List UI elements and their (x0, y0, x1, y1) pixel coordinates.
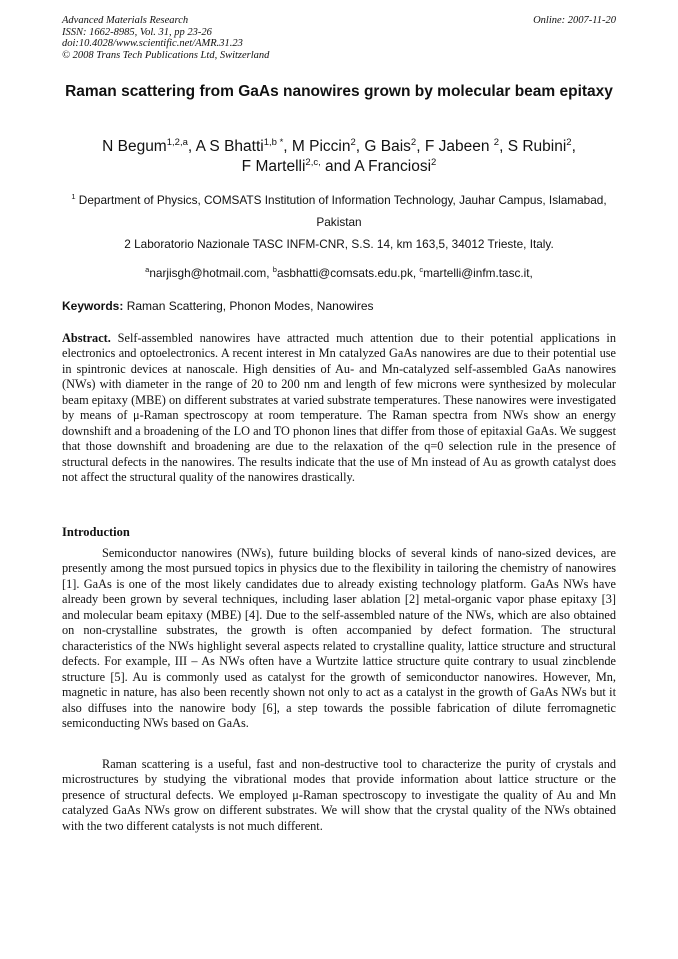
author-emails: $^a$narjisgh@hotmail.com, $^b$asbhatti@comsats.edu.pk, $^c$martelli@infm.tasc.it, (145, 265, 533, 280)
paper-title: Raman scattering from GaAs nanowires grown by molecular beam epitaxy (65, 83, 613, 100)
abstract-label: Abstract. (62, 331, 111, 345)
author: A Franciosi$^2$ (354, 156, 437, 175)
journal-name: Advanced Materials Research (62, 15, 189, 26)
author: A S Bhatti$^{1,b *}$ (195, 136, 284, 155)
author: F Jabeen $^2$ (424, 136, 500, 155)
author: F Martelli$^{2,c,}$ (241, 156, 321, 175)
journal-issn: ISSN: 1662-8985, Vol. 31, pp 23-26 (62, 26, 212, 38)
journal-header (62, 15, 269, 61)
author: S Rubini$^2$ (507, 136, 572, 155)
keywords (62, 299, 616, 314)
author: M Piccin$^2$ (291, 136, 356, 155)
email-link[interactable]: asbhatti@comsats.edu.pk, (276, 266, 420, 280)
abstract (62, 331, 616, 486)
affiliation-1: $^1$ Department of Physics, COMSATS Institution of Information Technology, Jauhar Campus, Islamabad, Pakistan (71, 192, 607, 229)
author: G Bais$^2$ (364, 136, 417, 155)
keywords-label: Keywords: (62, 299, 124, 313)
affiliation-2: 2 Laboratorio Nazionale TASC INFM-CNR, S.S. 14, km 163,5, 34012 Trieste, Italy. (124, 237, 554, 251)
email-link[interactable]: narjisgh@hotmail.com, (149, 266, 273, 280)
journal-copyright: © 2008 Trans Tech Publications Ltd, Switzerland (62, 49, 270, 61)
email-link[interactable]: martelli@infm.tasc.it, (423, 266, 533, 280)
intro-paragraph-1: Semiconductor nanowires (NWs), future building blocks of several kinds of nano-sized devices, are presently among the most pursued topics in physics due to the flexibility in tailoring the chemistry of nanowires [1]. GaAs is one of the most likely candidates due to already existing technology platform. GaAs NWs have already been grown by several techniques, including laser ablation [2] metal-organic vapor phase epitaxy [3] and molecular beam epitaxy (MBE) [4]. Due to the self-assembled nature of the NWs, which are also obtained on non-crystalline substrates, the growth is often accompanied by defect formation. The structural characteristics of the NWs highlight several aspects related to crystalline quality, lattice structure and structural defects. For example, III – As NWs often have a Wurtzite lattice structure quite contrary to usual zincblende structure [5]. Au is commonly used as catalyst for the growth of semiconductor nanowires. However, Mn, magnetic in nature, has also been recently shown not only to act as a catalyst in the growth of GaAs NWs but it also diffuses into the nanowire body [6], a step towards the possible fabrication of dilute ferromagnetic semiconducting NWs based on GaAs. (62, 546, 616, 730)
section-heading-introduction: Introduction (62, 525, 130, 539)
journal-doi[interactable]: doi:10.4028/www.scientific.net/AMR.31.23 (62, 38, 243, 50)
keywords-text: Raman Scattering, Phonon Modes, Nanowires (123, 299, 374, 313)
online-date: Online: 2007-11-20 (533, 15, 616, 26)
abstract-text: Self-assembled nanowires have attracted much attention due to their potential applications in electronics and optoelectronics. A recent interest in Mn catalyzed GaAs nanowires are due to their potential use in spintronic devices at nanoscale. High densities of Au- and Mn-catalyzed self-assembled GaAs nanowires (NWs) with diameter in the range of 20 to 200 nm and length of few microns were synthesized by molecular beam epitaxy (MBE) on different substrates at varied substrate temperatures. These nanowires were investigated by means of μ-Raman spectroscopy at room temperature. The Raman spectra from NWs show an energy downshift and a broadening of the LO and TO phonon lines that differ from those of epitaxial GaAs. We suggest that those downshift and broadening are due to the relaxation of the q=0 selection rule in the presence of structural defects in the nanowires. The results indicate that the use of Mn instead of Au as growth catalyst does not affect the structural quality of the nanowires drastically. (62, 331, 616, 485)
author: N Begum$^{1,2,a}$ (102, 136, 188, 155)
intro-paragraph-2: Raman scattering is a useful, fast and non-destructive tool to characterize the purity of crystals and microstructures by studying the vibrational modes that provide information about lattice structure or the presence of structural defects. We employed μ-Raman spectroscopy to investigate the quality of Au and Mn catalyzed GaAs NWs grow on different substrates. We will show that the crystal quality of the NWs obtained with the two different catalysts is not much different. (62, 757, 616, 833)
author-list: N Begum$^{1,2,a}$, A S Bhatti$^{1,b *}$, M Piccin$^2$, G Bais$^2$, F Jabeen $^2$, S Rubini$^2$, F Martelli$^{2,c,}$ and A Franciosi$^2$ (102, 136, 576, 175)
